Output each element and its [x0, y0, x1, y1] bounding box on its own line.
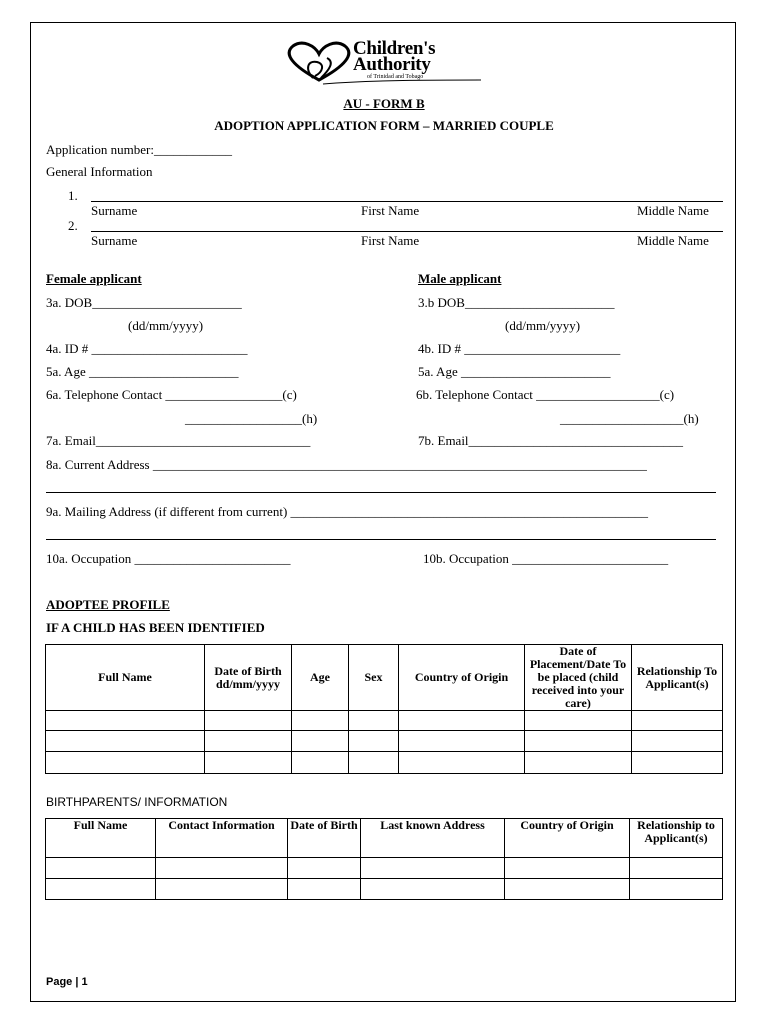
adoptee-header-relationship: Relationship To Applicant(s)	[632, 645, 723, 711]
adoptee-table	[45, 644, 723, 774]
name-row-2-line[interactable]	[91, 231, 723, 232]
table-cell[interactable]	[46, 731, 205, 752]
mailing-address-field[interactable]: 9a. Mailing Address (if different from current) _______________________________________________________	[46, 504, 649, 519]
name-row-1-middle-name: Middle Name	[637, 203, 709, 218]
childrens-authority-logo	[283, 40, 483, 86]
form-code: AU - FORM B	[343, 96, 425, 111]
name-row-2-middle-name: Middle Name	[637, 233, 709, 248]
name-row-1-first-name: First Name	[361, 203, 420, 218]
male-id-field[interactable]: 4b. ID # ________________________	[418, 341, 621, 356]
birthparents-header-country: Country of Origin	[505, 819, 630, 858]
male-occupation-field[interactable]: 10b. Occupation ________________________	[423, 551, 669, 566]
page-number-footer: Page | 1	[46, 976, 88, 988]
adoptee-header-placement: Date of Placement/Date To be placed (child received into your care)	[525, 645, 632, 711]
adoptee-profile-subheading: IF A CHILD HAS BEEN IDENTIFIED	[46, 620, 265, 635]
table-cell[interactable]	[632, 752, 723, 774]
adoptee-header-dob: Date of Birth dd/mm/yyyy	[205, 645, 292, 711]
table-cell[interactable]	[525, 731, 632, 752]
table-row	[46, 731, 723, 752]
name-row-1-surname: Surname	[91, 203, 138, 218]
female-telephone-cell-field[interactable]: 6a. Telephone Contact __________________(c)	[46, 387, 297, 402]
logo-text-line3: of Trinidad and Tobago	[367, 74, 424, 80]
female-dob-format: (dd/mm/yyyy)	[128, 318, 204, 333]
name-row-1-line[interactable]	[91, 201, 723, 202]
table-cell[interactable]	[292, 752, 349, 774]
table-cell[interactable]	[46, 858, 156, 879]
name-row-2-number: 2.	[68, 218, 78, 233]
female-age-field[interactable]: 5a. Age _______________________	[46, 364, 239, 379]
table-cell[interactable]	[349, 731, 399, 752]
birthparents-header-contact: Contact Information	[156, 819, 288, 858]
table-cell[interactable]	[399, 752, 525, 774]
general-information-label: General Information	[46, 164, 153, 179]
name-row-2-surname: Surname	[91, 233, 138, 248]
current-address-line-2[interactable]	[46, 492, 716, 493]
adoptee-table-header-row	[46, 645, 723, 711]
table-cell[interactable]	[399, 731, 525, 752]
table-cell[interactable]	[630, 858, 723, 879]
table-cell[interactable]	[46, 879, 156, 900]
male-telephone-home-field[interactable]: ___________________(h)	[560, 411, 699, 426]
table-cell[interactable]	[292, 711, 349, 731]
male-email-field[interactable]: 7b. Email_________________________________	[418, 433, 684, 448]
mailing-address-line-2[interactable]	[46, 539, 716, 540]
table-cell[interactable]	[292, 731, 349, 752]
birthparents-header-address: Last known Address	[361, 819, 505, 858]
table-row	[46, 711, 723, 731]
adoptee-header-age: Age	[292, 645, 349, 711]
male-dob-format: (dd/mm/yyyy)	[505, 318, 581, 333]
table-cell[interactable]	[288, 879, 361, 900]
male-applicant-heading: Male applicant	[418, 271, 502, 286]
logo-text-line1: Children's	[353, 38, 436, 59]
table-cell[interactable]	[205, 731, 292, 752]
table-cell[interactable]	[46, 711, 205, 731]
table-cell[interactable]	[361, 858, 505, 879]
table-cell[interactable]	[205, 711, 292, 731]
logo-swoosh	[283, 40, 483, 86]
female-telephone-home-field[interactable]: __________________(h)	[185, 411, 318, 426]
table-row	[46, 879, 723, 900]
table-row	[46, 752, 723, 774]
female-applicant-heading: Female applicant	[46, 271, 142, 286]
table-cell[interactable]	[349, 711, 399, 731]
table-cell[interactable]	[361, 879, 505, 900]
table-cell[interactable]	[349, 752, 399, 774]
table-cell[interactable]	[505, 858, 630, 879]
table-cell[interactable]	[630, 879, 723, 900]
adoptee-profile-heading: ADOPTEE PROFILE	[46, 597, 170, 612]
birthparents-header-full-name: Full Name	[46, 819, 156, 858]
birthparents-table	[45, 818, 723, 900]
female-dob-field[interactable]: 3a. DOB_______________________	[46, 295, 242, 310]
birthparents-heading: BIRTHPARENTS/ INFORMATION	[46, 795, 228, 809]
current-address-field[interactable]: 8a. Current Address ____________________________________________________________________________	[46, 457, 647, 472]
name-row-1-number: 1.	[68, 188, 78, 203]
table-row	[46, 858, 723, 879]
application-number-field[interactable]: Application number:____________	[46, 142, 232, 157]
table-cell[interactable]	[156, 879, 288, 900]
table-cell[interactable]	[525, 752, 632, 774]
birthparents-header-relationship: Relationship to Applicant(s)	[630, 819, 723, 858]
table-cell[interactable]	[156, 858, 288, 879]
female-email-field[interactable]: 7a. Email_________________________________	[46, 433, 311, 448]
male-age-field[interactable]: 5a. Age _______________________	[418, 364, 611, 379]
logo-text-line2: Authority	[353, 54, 431, 75]
male-telephone-cell-field[interactable]: 6b. Telephone Contact ___________________(c)	[416, 387, 675, 402]
male-dob-field[interactable]: 3.b DOB_______________________	[418, 295, 615, 310]
table-cell[interactable]	[632, 731, 723, 752]
adoptee-header-country: Country of Origin	[399, 645, 525, 711]
adoptee-header-full-name: Full Name	[46, 645, 205, 711]
adoptee-header-sex: Sex	[349, 645, 399, 711]
birthparents-table-header-row	[46, 819, 723, 858]
table-cell[interactable]	[288, 858, 361, 879]
female-occupation-field[interactable]: 10a. Occupation ________________________	[46, 551, 291, 566]
form-title: ADOPTION APPLICATION FORM – MARRIED COUPLE	[214, 118, 554, 133]
table-cell[interactable]	[46, 752, 205, 774]
table-cell[interactable]	[525, 711, 632, 731]
name-row-2-first-name: First Name	[361, 233, 420, 248]
table-cell[interactable]	[399, 711, 525, 731]
female-id-field[interactable]: 4a. ID # ________________________	[46, 341, 248, 356]
table-cell[interactable]	[505, 879, 630, 900]
table-cell[interactable]	[205, 752, 292, 774]
table-cell[interactable]	[632, 711, 723, 731]
birthparents-header-dob: Date of Birth	[288, 819, 361, 858]
